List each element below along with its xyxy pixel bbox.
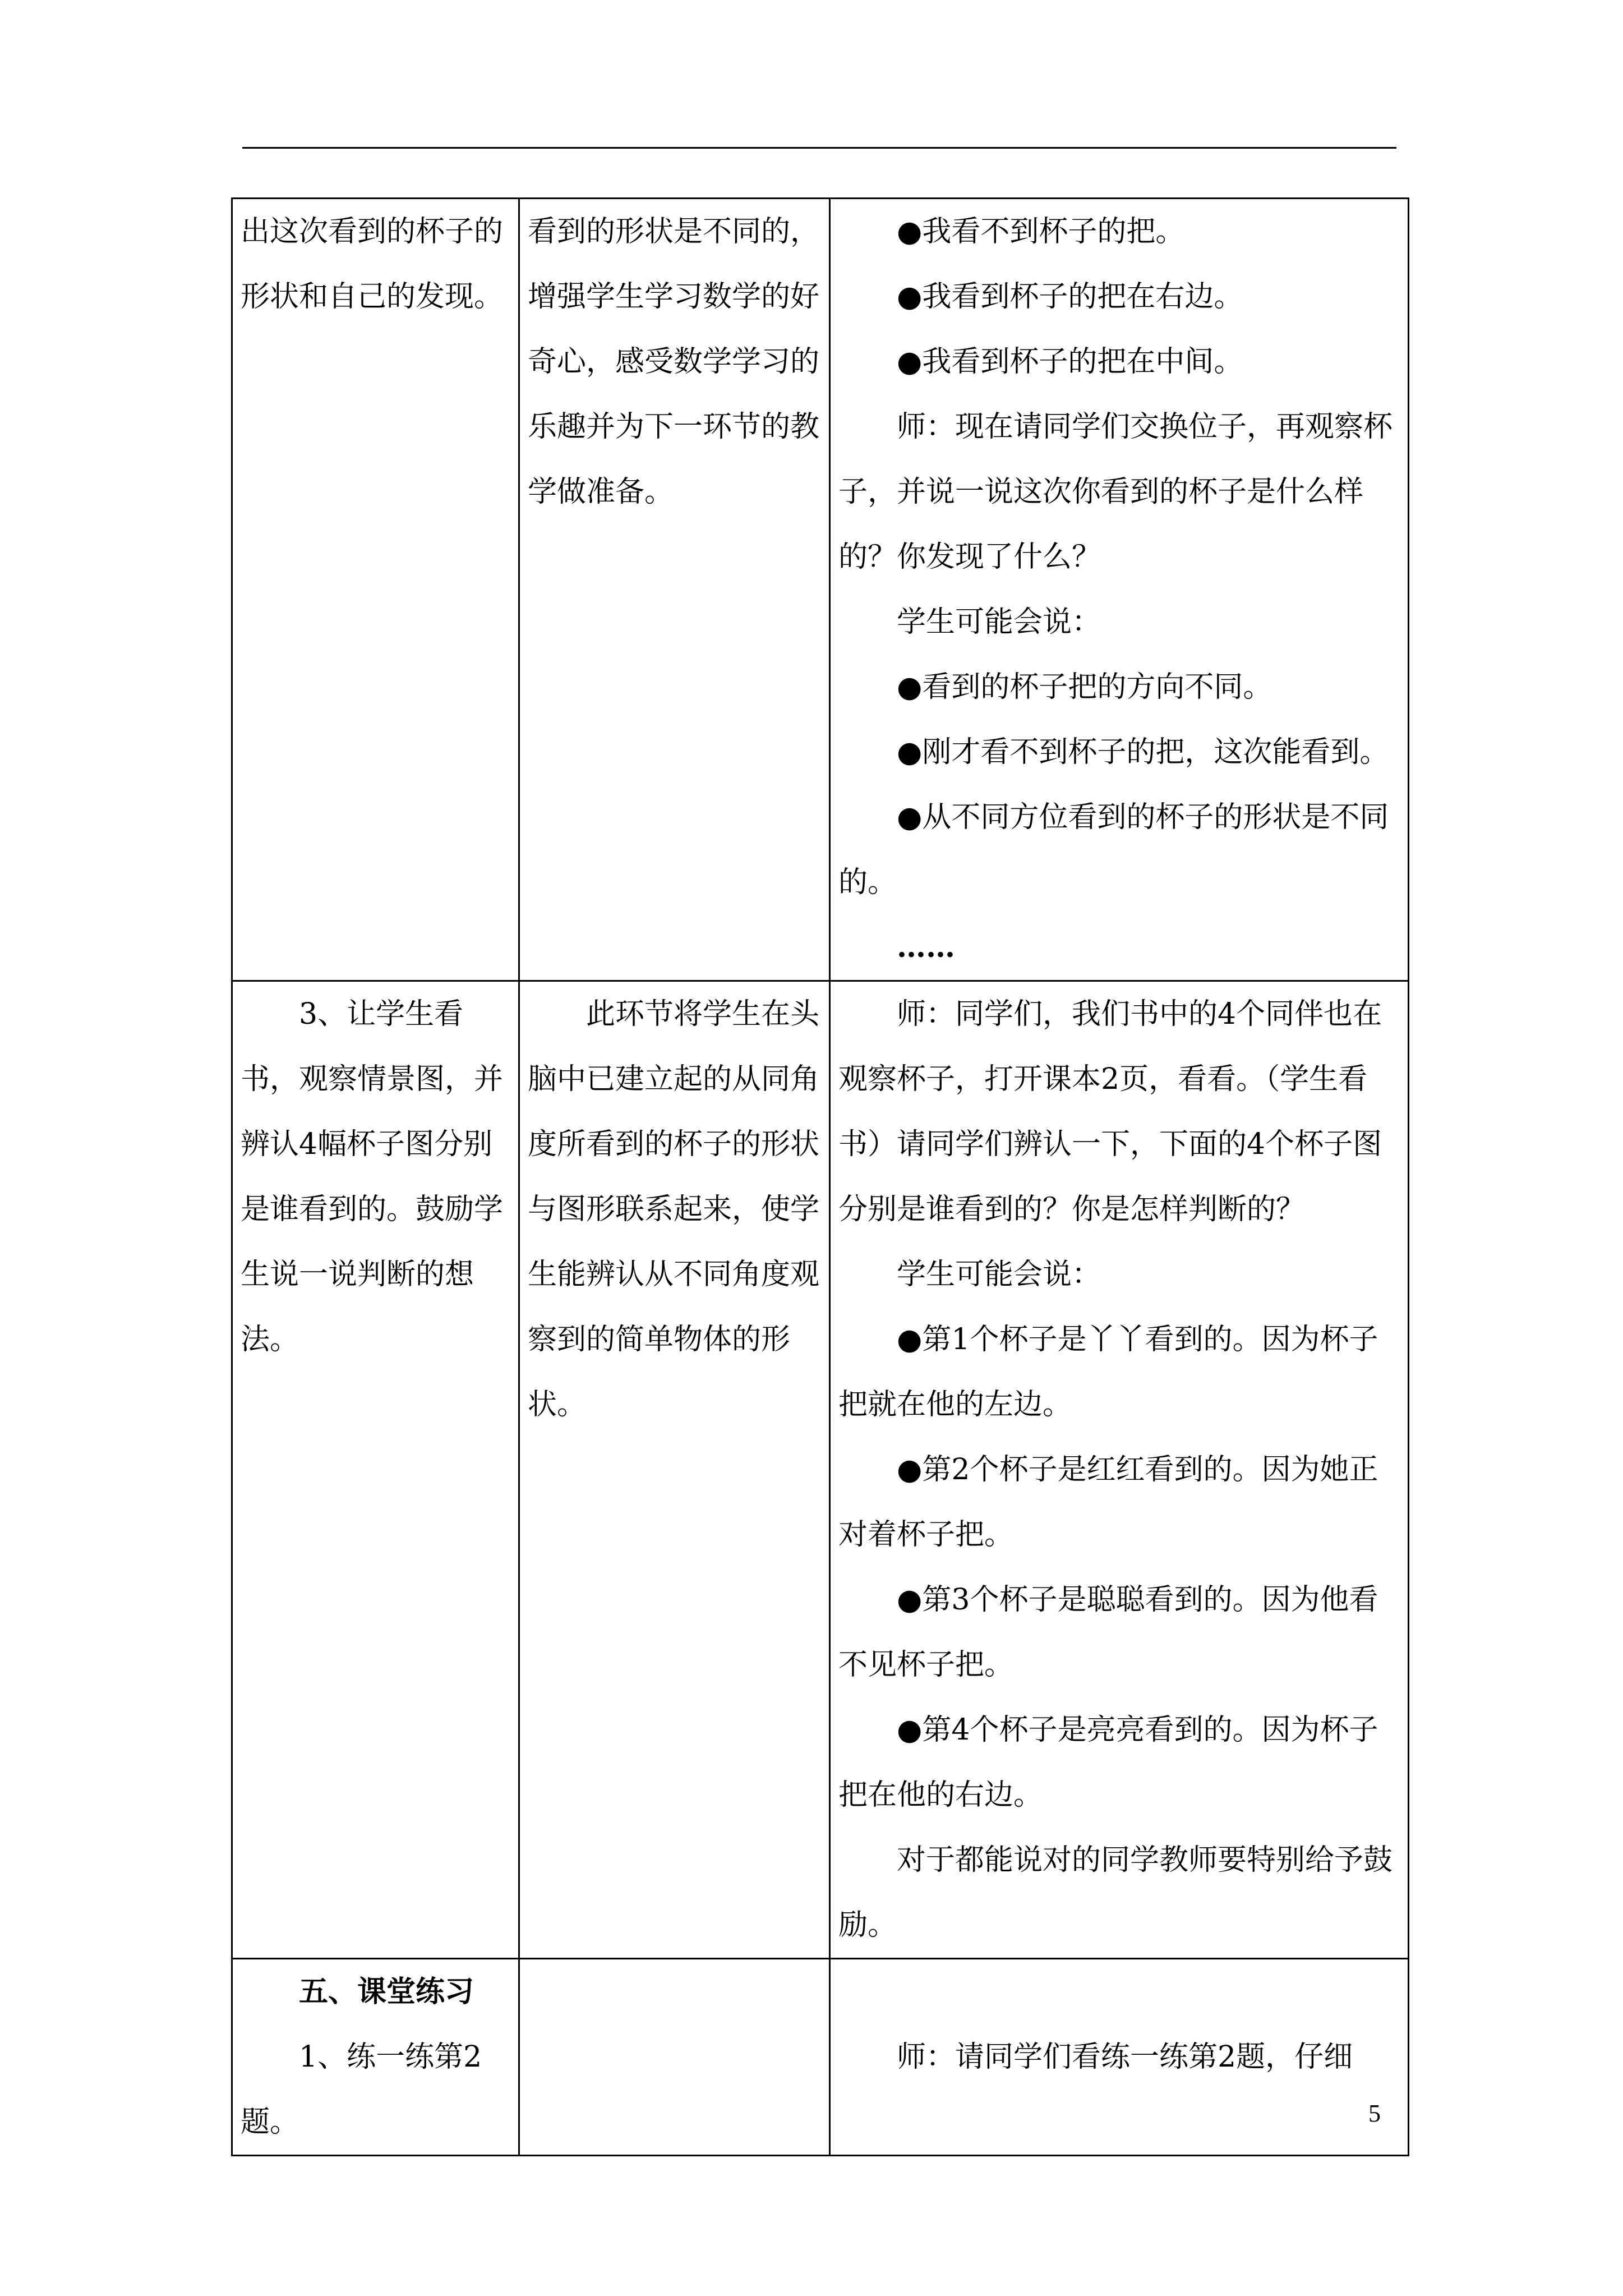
intent-text: 看到的形状是不同的，增强学生学习数学的好奇心，感受数学学习的乐趣并为下一环节的教学做准备。 <box>528 215 820 509</box>
process-line: 学生可能会说： <box>897 1258 1101 1291</box>
table-row <box>232 1959 1409 2156</box>
process-line: 对于都能说对的同学教师要特别给予鼓励。 <box>838 1843 1393 1942</box>
intent-text: 此环节将学生在头脑中已建立起的从同角度所看到的杯子的形状与图形联系起来，使学生能辨认从不同角度观察到的简单物体的形状。 <box>528 997 820 1421</box>
table-row <box>232 981 1409 1959</box>
spacer <box>838 1959 1400 2024</box>
intent-cell <box>519 199 830 981</box>
table-row <box>232 199 1409 981</box>
header-rule <box>242 147 1396 149</box>
lesson-plan-table <box>231 197 1409 2156</box>
process-line: ●从不同方位看到的杯子的形状是不同的。 <box>838 800 1389 899</box>
activity-cell <box>232 981 519 1959</box>
process-line: ●第3个杯子是聪聪看到的。因为他看不见杯子把。 <box>838 1583 1378 1682</box>
activity-text: 1、练一练第2题。 <box>241 2040 482 2139</box>
intent-cell <box>519 981 830 1959</box>
process-line: ●第4个杯子是亮亮看到的。因为杯子把在他的右边。 <box>838 1713 1378 1812</box>
activity-cell <box>232 199 519 981</box>
page-number: 5 <box>1368 2100 1381 2127</box>
activity-text: 出这次看到的杯子的形状和自己的发现。 <box>241 215 504 314</box>
process-line: …… <box>897 930 955 964</box>
process-cell <box>830 981 1409 1959</box>
process-line: ●我看到杯子的把在右边。 <box>897 280 1243 314</box>
process-cell <box>830 1959 1409 2156</box>
process-line: 师：请同学们看练一练第2题，仔细 <box>897 2040 1353 2074</box>
process-line: ●第1个杯子是丫丫看到的。因为杯子把就在他的左边。 <box>838 1323 1378 1421</box>
process-line: ●我看到杯子的把在中间。 <box>897 345 1243 379</box>
section-heading: 五、课堂练习 <box>299 1975 474 2009</box>
activity-cell <box>232 1959 519 2156</box>
process-line: ●刚才看不到杯子的把，这次能看到。 <box>897 735 1389 769</box>
activity-text: 3、让学生看书，观察情景图，并辨认4幅杯子图分别是谁看到的。鼓励学生说一说判断的想法。 <box>241 997 504 1356</box>
process-line: 师：同学们，我们书中的4个同伴也在观察杯子，打开课本2页，看看。（学生看书）请同学们辨认一下，下面的4个杯子图分别是谁看到的？你是怎样判断的？ <box>838 997 1382 1226</box>
process-line: 师：现在请同学们交换位子，再观察杯子，并说一说这次你看到的杯子是什么样的？你发现了什么？ <box>838 410 1393 574</box>
process-line: ●第2个杯子是红红看到的。因为她正对着杯子把。 <box>838 1453 1378 1552</box>
intent-cell <box>519 1959 830 2156</box>
process-line: 学生可能会说： <box>897 605 1101 639</box>
process-line: ●我看不到杯子的把。 <box>897 215 1185 249</box>
process-line: ●看到的杯子把的方向不同。 <box>897 670 1272 704</box>
process-cell <box>830 199 1409 981</box>
